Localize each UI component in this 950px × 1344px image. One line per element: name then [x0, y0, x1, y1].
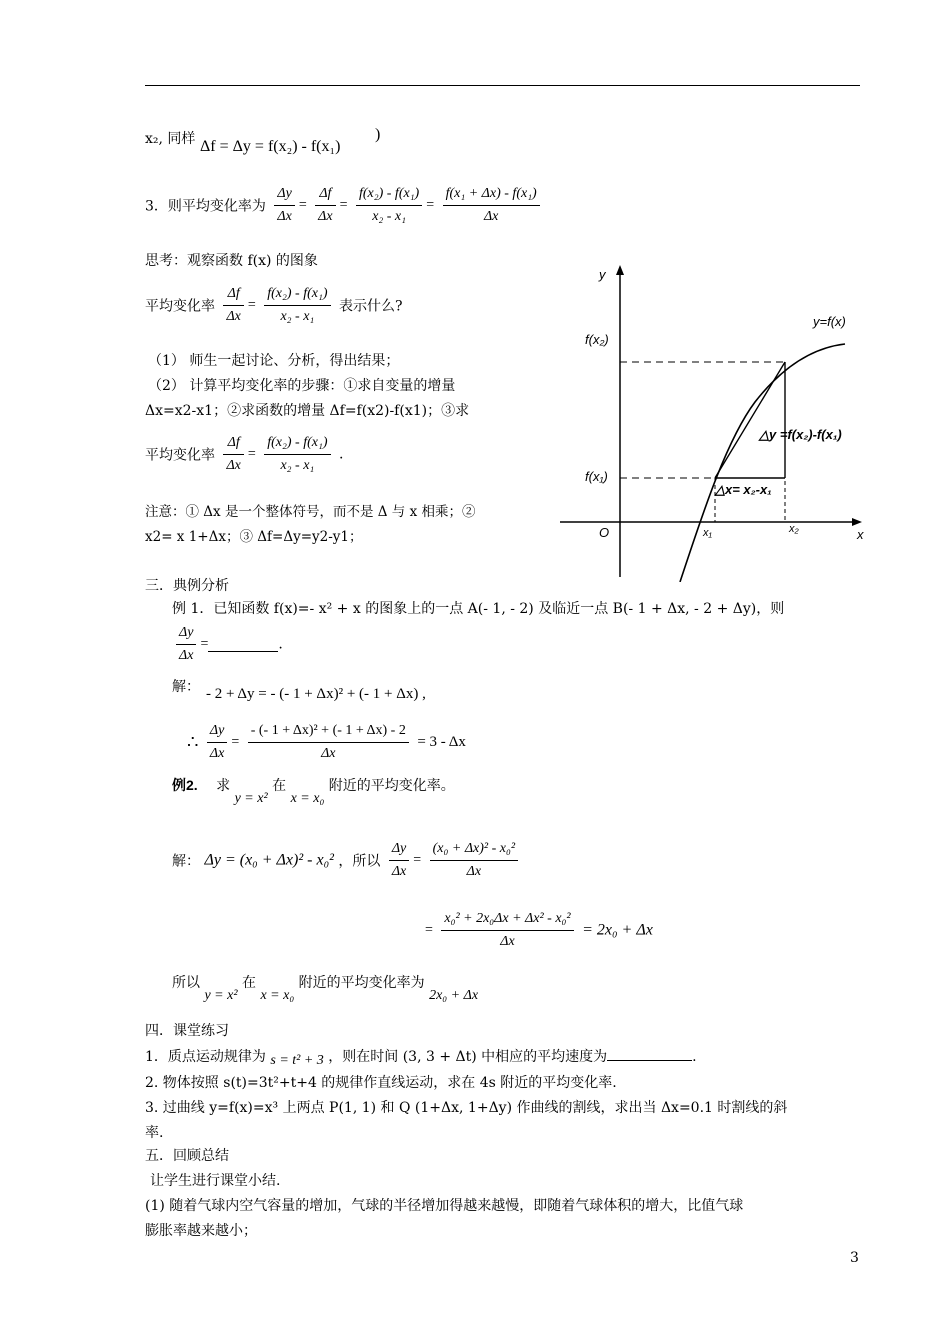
ex2-hres: = 2x₀ + Δx [582, 921, 653, 939]
den: Δx [179, 648, 194, 663]
frac-fx-s [264, 432, 330, 477]
section5-heading: 五．回顾总结 [145, 1148, 229, 1164]
step4-period: . [338, 446, 344, 463]
step-1: （1） 师生一起讨论、分析，得出结果； [148, 353, 400, 369]
practice-2: 2. 物体按照 s(t)=3t²+t+4 的规律作直线运动，求在 4s 附近的平均变化率. [145, 1075, 617, 1091]
concl-point: x = x₀ [260, 988, 295, 1003]
ex2-point: x = x₀ [290, 791, 325, 806]
summary-line-3: 膨胀率越来越小； [145, 1223, 257, 1239]
example-1-ask: $\frac{\Delta y}{\Delta x}$ = . [172, 622, 283, 667]
frac-ex1 [176, 622, 196, 667]
den: Δx [321, 746, 336, 761]
frac-ex1-expand [248, 720, 409, 765]
therefore: ∴ [187, 732, 199, 752]
summary-line-1: 让学生进行课堂小结. [150, 1173, 281, 1189]
concl-c: 附近的平均变化率为 [298, 975, 425, 991]
num: Δy [389, 838, 409, 861]
practice-3-line-2: 率. [145, 1125, 164, 1141]
frac-fx-q [264, 283, 330, 328]
num: Δy [176, 622, 196, 645]
x-axis-arrow [852, 518, 862, 526]
section3-heading: 三．典例分析 [145, 578, 229, 594]
p1c: . [692, 1049, 697, 1065]
concl-func: y = x² [204, 988, 238, 1003]
note-line-1: 注意：① Δx 是一个整体符号，而不是 Δ 与 x 相乘；② [145, 504, 476, 520]
num: Δf [223, 283, 243, 306]
example-2-statement [172, 775, 455, 806]
note-line-2: x2= x 1+Δx；③ Δf=Δy=y2-y1； [145, 529, 363, 545]
p1-blank [607, 1046, 692, 1061]
ex2-sol-line: 解： Δy = (x₀ + Δx)² - x₀² ，所以 $\frac{\Delta y}{\Delta x}$ = $\frac{\text{(x₀ + Δx)² - x₀²}}{\Delta x}$ [172, 838, 522, 883]
eq: = [200, 636, 209, 652]
den: Δx [226, 458, 241, 473]
step-3: Δx=x2-x1；②求函数的增量 Δf=f(x2)-f(x1)；③求 [145, 403, 470, 419]
frac-ex2-a [389, 838, 409, 883]
line1-closing: ) [375, 126, 381, 143]
dx-label: △x= x₂-x₁ [715, 482, 772, 497]
avg-rate-suffix: 表示什么? [338, 298, 403, 315]
summary-line-2: (1) 随着气球内空气容量的增加，气球的半径增加得越来越慢，即随着气球体积的增大，比值气球 [145, 1198, 744, 1214]
ex2-label: 例2. [172, 777, 198, 793]
secant-line [715, 362, 785, 478]
dy-label: △y =f(x₂)-f(x₁) [759, 427, 842, 442]
frac-df-dx-q [223, 283, 243, 328]
ex2-text-a: 求 [216, 778, 231, 794]
num: - (- 1 + Δx)² + (- 1 + Δx) - 2 [248, 720, 409, 743]
ex2-so: ，所以 [338, 853, 381, 870]
avg-rate-label: 平均变化率 [145, 298, 215, 315]
num: f(x₂) - f(x₁) [264, 432, 330, 455]
x1-label: x₁ [703, 527, 712, 539]
secant-figure [555, 262, 870, 582]
ex1-sol-line: - 2 + Δy = - (- 1 + Δx)² + (- 1 + Δx) , [206, 686, 426, 702]
num: f(x₂) - f(x₁) [356, 183, 422, 206]
ex2-conclusion [172, 972, 479, 1003]
frac-fx2-fx1 [356, 183, 422, 228]
step4-label: 平均变化率 [145, 447, 215, 464]
num: Δf [223, 432, 243, 455]
num: x₀² + 2x₀Δx + Δx² - x₀² [441, 908, 573, 931]
den: Δx [318, 209, 333, 224]
frac-ex2-c [441, 908, 573, 953]
den: Δx [277, 209, 292, 224]
ex2-dy-expr: Δy = (x₀ + Δx)² - x₀² [204, 851, 334, 869]
origin-label: O [599, 525, 610, 540]
den: Δx [500, 934, 515, 949]
step-4: 平均变化率 $\frac{\Delta f}{\Delta x}$ = $\frac{\text{f(x₂) - f(x₁)}}{\text{x₂ - x₁}}$ . [145, 432, 343, 477]
line-x2-same [145, 128, 195, 148]
den: Δx [466, 864, 482, 879]
practice-1 [145, 1046, 697, 1066]
den: x₂ - x₁ [280, 458, 315, 473]
practice-3-line-1: 3. 过曲线 y=f(x)=x³ 上两点 P(1, 1) 和 Q (1+Δx, 1+Δy) 作曲线的割线，求出当 Δx=0.1 时割线的斜 [145, 1100, 788, 1116]
line1-formula: Δf = Δy = f(x₂) - f(x₁) [200, 138, 341, 155]
ex2-text-c: 附近的平均变化率。 [328, 778, 455, 794]
page-number: 3 [850, 1250, 859, 1266]
answer-blank [208, 637, 278, 652]
frac-df-dx [315, 183, 335, 228]
den: x₂ - x₁ [280, 309, 315, 324]
think-line: 思考：观察函数 f(x) 的图象 [145, 253, 318, 269]
den: Δx [209, 746, 225, 761]
ex1-sol-label: 解： [172, 679, 200, 695]
step-2: （2） 计算平均变化率的步骤：①求自变量的增量 [148, 378, 456, 394]
concl-a: 所以 [172, 975, 200, 991]
concl-res: 2x₀ + Δx [429, 988, 479, 1003]
avg-rate-definition: 3．则平均变化率为 $\frac{\Delta y}{\Delta x}$ = $\frac{\Delta f}{\Delta x}$ = $\frac{\text{f(x₂) - f(x₁)}}{\text{x₂ - x₁}}$ = $\frac{\text{f(x₁ + Δx) - f(x₁)}}{\Delta x}$ [145, 183, 544, 228]
frac-dy-dx-e [207, 720, 227, 765]
den: x₂ - x₁ [372, 209, 407, 224]
num: Δy [274, 183, 294, 206]
p1f: s = t² + 3 [270, 1053, 324, 1068]
item3-label: 3．则平均变化率为 [145, 198, 266, 215]
frac-ex2-b [430, 838, 518, 883]
p1a: 1．质点运动规律为 [145, 1049, 266, 1065]
frac-dy-dx [274, 183, 294, 228]
ex1-therefore-line: ∴ $\frac{\Delta y}{\Delta x}$ = $\frac{\text{- (- 1 + Δx)² + (- 1 + Δx) - 2}}{\Delta x}$ = 3 - Δx [187, 720, 466, 765]
den: Δx [391, 864, 407, 879]
ex2-sol-label: 解： [172, 853, 200, 870]
result: = 3 - Δx [417, 734, 466, 750]
header-rule [145, 85, 860, 86]
den: Δx [483, 209, 499, 224]
curve-label: y=f(x) [813, 314, 846, 329]
concl-b: 在 [241, 975, 256, 991]
avg-rate-question: 平均变化率 $\frac{\Delta f}{\Delta x}$ = $\frac{\text{f(x₂) - f(x₁)}}{\text{x₂ - x₁}}$ 表示什么? [145, 283, 402, 328]
num: (x₀ + Δx)² - x₀² [430, 838, 518, 861]
den: Δx [226, 309, 241, 324]
line1-prefix: x₂, 同样 [145, 131, 196, 147]
num: Δy [207, 720, 227, 743]
x2-label: x₂ [789, 523, 799, 535]
p1b: ，则在时间 (3, 3 + Δt) 中相应的平均速度为 [328, 1049, 608, 1065]
y-label: y [599, 267, 606, 282]
num: f(x₁ + Δx) - f(x₁) [443, 183, 540, 206]
y-axis-arrow [616, 265, 624, 275]
ex2-func: y = x² [234, 791, 268, 806]
curve [680, 344, 845, 582]
x-label: x [857, 527, 864, 542]
fx2-label: f(x₂) [585, 332, 609, 347]
num: f(x₂) - f(x₁) [264, 283, 330, 306]
example-1-statement: 例 1．已知函数 f(x)=- x² + x 的图象上的一点 A(- 1, - 2) 及临近一点 B(- 1 + Δx, - 2 + Δy)，则 [172, 601, 785, 617]
fx1-label: f(x₁) [585, 469, 608, 484]
section4-heading: 四．课堂练习 [145, 1023, 229, 1039]
frac-fx1dx [443, 183, 540, 228]
ex2-expand-line: = $\frac{\text{x₀² + 2x₀Δx + Δx² - x₀²}}{\Delta x}$ = 2x₀ + Δx [425, 908, 653, 953]
ex2-text-b: 在 [272, 778, 287, 794]
num: Δf [315, 183, 335, 206]
frac-df-dx-s [223, 432, 243, 477]
